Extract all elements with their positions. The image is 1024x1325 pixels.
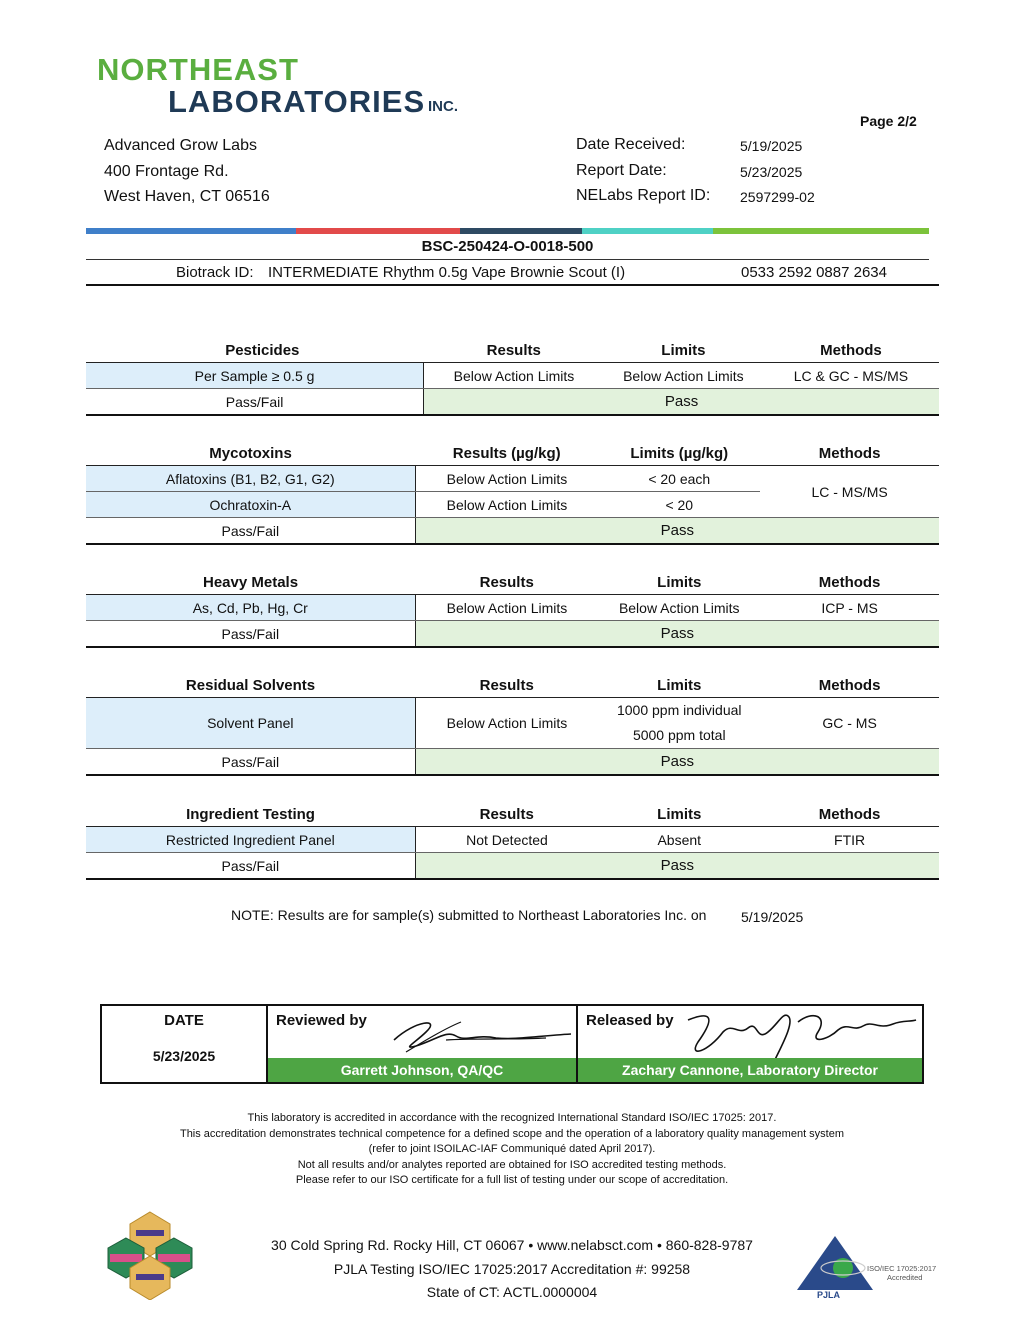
pass-fail-value: Pass [415, 749, 939, 776]
pass-fail-label: Pass/Fail [86, 389, 424, 416]
limit: Below Action Limits [598, 595, 760, 621]
col-header: Results [415, 673, 598, 698]
col-header: Limits [604, 338, 763, 363]
logo-laboratories: LABORATORIES [168, 84, 426, 119]
pjla-badge [795, 1234, 940, 1304]
limit: < 20 [598, 492, 760, 518]
result: Below Action Limits [415, 466, 598, 492]
client-street: 400 Frontage Rd. [104, 163, 229, 180]
accreditation-statement [120, 1111, 904, 1189]
limit: 5000 ppm total [632, 727, 726, 743]
col-header: Limits [598, 802, 760, 827]
col-header: Results [415, 802, 598, 827]
method: ICP - MS [760, 595, 939, 621]
analyte: Solvent Panel [86, 698, 415, 749]
accreditation-line: Not all results and/or analytes reported are obtained for ISO accredited testing methods. [297, 1158, 727, 1171]
pass-fail-label: Pass/Fail [86, 518, 415, 545]
method: LC - MS/MS [760, 466, 939, 518]
section-title: Residual Solvents [86, 673, 415, 698]
pass-fail-label: Pass/Fail [86, 621, 415, 648]
result: Below Action Limits [415, 595, 598, 621]
mycotoxins-table [86, 441, 939, 545]
pass-fail-value: Pass [415, 621, 939, 648]
signature-date-cell [102, 1006, 268, 1082]
biotrack-label: Biotrack ID: [176, 264, 254, 281]
footer-accreditation: PJLA Testing ISO/IEC 17025:2017 Accreditation #: 99258 [333, 1260, 691, 1277]
reviewer-name: Garrett Johnson, QA/QC [268, 1058, 576, 1082]
client-city: West Haven, CT 06516 [104, 188, 270, 205]
analyte: Per Sample ≥ 0.5 g [86, 363, 424, 389]
sample-id: BSC-250424-O-0018-500 [421, 238, 594, 255]
report-date: 5/23/2025 [740, 164, 803, 180]
report-id: 2597299-02 [740, 189, 815, 205]
col-header: Methods [760, 441, 939, 466]
client-name: Advanced Grow Labs [104, 137, 257, 154]
releaser-name: Zachary Cannone, Laboratory Director [578, 1058, 922, 1082]
logo-inc: INC. [428, 98, 458, 115]
section-title: Mycotoxins [86, 441, 415, 466]
accreditation-line: This laboratory is accredited in accordance with the recognized International Standard ISO/IEC 17025: 2017. [247, 1112, 777, 1124]
sample-description: INTERMEDIATE Rhythm 0.5g Vape Brownie Scout (I) [268, 264, 626, 281]
result: Below Action Limits [415, 698, 598, 749]
footer [200, 1234, 824, 1305]
col-header: Limits [598, 570, 760, 595]
analyte: As, Cd, Pb, Hg, Cr [86, 595, 415, 621]
col-header: Methods [763, 338, 939, 363]
pesticides-table [86, 338, 939, 416]
released-cell [578, 1006, 922, 1082]
limit: Absent [598, 827, 760, 853]
pass-fail-value: Pass [424, 389, 939, 416]
col-header: Methods [760, 802, 939, 827]
color-bar [86, 228, 929, 234]
residual-solvents-table [86, 673, 939, 776]
signature-date: 5/23/2025 [152, 1048, 216, 1064]
footer-address: 30 Cold Spring Rd. Rocky Hill, CT 06067 • www.nelabsct.com • 860-828-9787 [271, 1237, 753, 1253]
result: Below Action Limits [415, 492, 598, 518]
result: Not Detected [415, 827, 598, 853]
report-id-label: NELabs Report ID: [576, 187, 711, 204]
limit-cell [598, 698, 760, 749]
col-header: Results [424, 338, 604, 363]
signature-block [100, 1004, 924, 1084]
limit: 1000 ppm individual [616, 702, 742, 718]
method: FTIR [760, 827, 939, 853]
footer-state-license: State of CT: ACTL.0000004 [426, 1284, 598, 1300]
limit: Below Action Limits [604, 363, 763, 389]
limit: < 20 each [598, 466, 760, 492]
accreditation-line: (refer to joint ISOILAC-IAF Communiqué dated April 2017). [368, 1143, 656, 1155]
accreditation-line: Please refer to our ISO certificate for a full list of testing under our scope of accreditation. [295, 1174, 729, 1186]
col-header: Results (µg/kg) [415, 441, 598, 466]
analyte: Restricted Ingredient Panel [86, 827, 415, 853]
pass-fail-label: Pass/Fail [86, 749, 415, 776]
logo-northeast: NORTHEAST [97, 52, 299, 87]
analyte: Ochratoxin-A [86, 492, 415, 518]
method: GC - MS [760, 698, 939, 749]
reviewer-signature [386, 1010, 576, 1058]
section-title: Ingredient Testing [86, 802, 415, 827]
divider [86, 284, 939, 286]
note-date: 5/19/2025 [741, 909, 804, 925]
analyte: Aflatoxins (B1, B2, G1, G2) [86, 466, 415, 492]
divider [86, 259, 929, 260]
reviewed-label: Reviewed by [276, 1012, 367, 1029]
section-title: Heavy Metals [86, 570, 415, 595]
col-header: Results [415, 570, 598, 595]
method: LC & GC - MS/MS [763, 363, 939, 389]
page-number: Page 2/2 [860, 113, 917, 129]
date-label: DATE [164, 1012, 204, 1029]
heavy-metals-table [86, 570, 939, 648]
released-label: Released by [586, 1012, 674, 1029]
pass-fail-value: Pass [415, 518, 939, 545]
iso-text: ISO/IEC 17025:2017 [867, 1264, 937, 1273]
accreditation-line: This accreditation demonstrates technical competence for a defined scope and the operation of a laboratory quality management system [179, 1127, 845, 1140]
note-text: NOTE: Results are for sample(s) submitted to Northeast Laboratories Inc. on [231, 907, 707, 923]
col-header: Methods [760, 570, 939, 595]
reviewed-cell [268, 1006, 578, 1082]
report-date-label: Report Date: [576, 162, 667, 179]
col-header: Methods [760, 673, 939, 698]
pass-fail-label: Pass/Fail [86, 853, 415, 880]
pass-fail-value: Pass [415, 853, 939, 880]
col-header: Limits [598, 673, 760, 698]
section-title: Pesticides [86, 338, 424, 363]
date-received: 5/19/2025 [740, 138, 803, 154]
col-header: Limits (µg/kg) [598, 441, 760, 466]
biotrack-number: 0533 2592 0887 2634 [741, 264, 887, 281]
award-badges-icon [104, 1208, 196, 1300]
date-received-label: Date Received: [576, 136, 686, 153]
pjla-text: PJLA [817, 1290, 841, 1300]
result: Below Action Limits [424, 363, 604, 389]
iso-sub: Accredited [887, 1273, 923, 1282]
ingredient-testing-table [86, 802, 939, 880]
